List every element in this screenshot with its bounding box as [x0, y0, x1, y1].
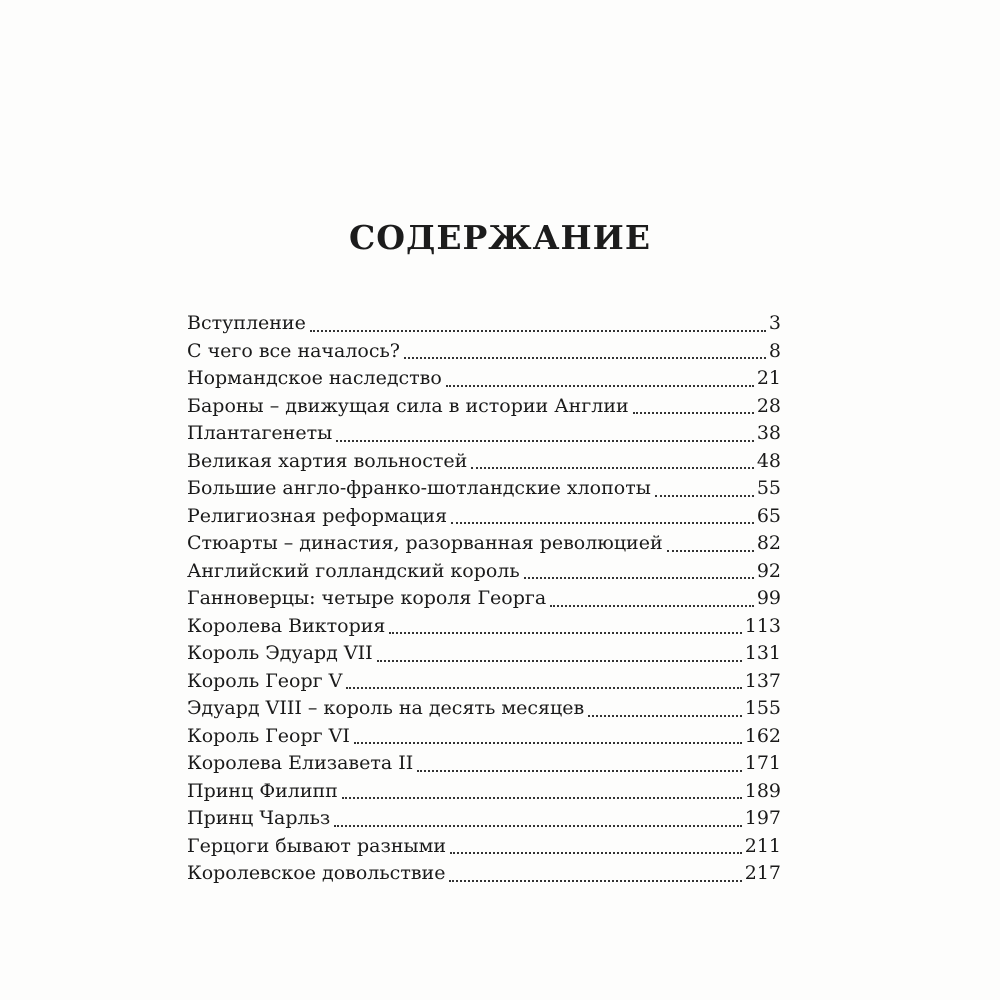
toc-entry-title: Вступление	[187, 312, 306, 334]
toc-entry-title: Принц Чарльз	[187, 807, 331, 829]
toc-entry-title: Принц Филипп	[187, 779, 338, 802]
toc-entry-page-number: 211	[744, 834, 781, 857]
toc-entry	[187, 503, 781, 531]
toc-entry-title: Королева Виктория	[187, 614, 386, 637]
toc-entry-page-number: 171	[744, 752, 781, 774]
toc-entry-page-number: 162	[744, 724, 781, 747]
dot-leader	[346, 687, 741, 689]
toc-entry-page-number: 55	[756, 477, 781, 499]
toc-entry-title: Религиозная реформация	[187, 504, 448, 527]
dot-leader	[451, 522, 754, 524]
toc-entry	[187, 448, 781, 476]
dot-leader	[588, 715, 742, 717]
toc-entry-title: Королевское довольствие	[187, 862, 446, 884]
toc-entry	[187, 860, 781, 888]
dot-leader	[334, 825, 741, 827]
dot-leader	[336, 440, 754, 442]
dot-leader	[450, 852, 742, 854]
toc-entry	[187, 613, 781, 641]
toc-entry	[187, 420, 781, 448]
page-title: СОДЕРЖАНИЕ	[348, 218, 651, 258]
toc-entry-page-number: 131	[744, 642, 781, 664]
toc-entry-page-number: 21	[756, 367, 781, 389]
toc-entry	[187, 640, 781, 668]
dot-leader	[377, 660, 742, 662]
toc-entry-title: Король Эдуард VII	[187, 642, 373, 664]
toc-entry	[187, 695, 781, 723]
toc-entry	[187, 310, 781, 338]
dot-leader	[449, 880, 741, 882]
toc-entry-title: С чего все началось?	[187, 339, 400, 362]
toc-entry	[187, 338, 781, 366]
toc-entry-title: Герцоги бывают разными	[187, 834, 447, 857]
toc-entry-page-number: 38	[756, 422, 781, 444]
toc-entry-title: Бароны – движущая сила в истории Англии	[187, 394, 629, 417]
toc-entry-page-number: 82	[756, 532, 781, 554]
toc-entry	[187, 805, 781, 833]
toc-entry	[187, 668, 781, 696]
table-of-contents	[187, 310, 781, 888]
dot-leader	[354, 742, 742, 744]
toc-entry	[187, 723, 781, 751]
toc-entry-title: Нормандское наследство	[187, 367, 442, 389]
toc-entry-page-number: 8	[768, 339, 781, 362]
toc-entry	[187, 393, 781, 421]
toc-entry	[187, 778, 781, 806]
toc-entry	[187, 365, 781, 393]
toc-entry-title: Большие англо-франко-шотландские хлопоты	[187, 477, 651, 499]
toc-entry-title: Король Георг VI	[187, 724, 350, 747]
toc-entry-title: Король Георг V	[187, 669, 343, 692]
toc-entry	[187, 530, 781, 558]
toc-entry-page-number: 65	[756, 504, 781, 527]
toc-entry-page-number: 197	[744, 807, 781, 829]
toc-entry-title: Плантагенеты	[187, 422, 333, 444]
toc-entry-page-number: 155	[744, 697, 781, 719]
dot-leader	[310, 330, 766, 332]
toc-entry-page-number: 189	[744, 779, 781, 802]
dot-leader	[417, 770, 741, 772]
dot-leader	[655, 495, 754, 497]
toc-entry	[187, 475, 781, 503]
toc-entry-title: Стюарты – династия, разорванная революцией	[187, 532, 663, 554]
toc-entry	[187, 558, 781, 586]
toc-entry-page-number: 28	[756, 394, 781, 417]
toc-entry-title: Эдуард VIII – король на десять месяцев	[187, 697, 585, 719]
toc-entry-title: Ганноверцы: четыре короля Георга	[187, 587, 547, 609]
toc-entry-page-number: 92	[756, 559, 781, 582]
dot-leader	[404, 357, 766, 359]
dot-leader	[667, 550, 754, 552]
dot-leader	[446, 385, 754, 387]
dot-leader	[524, 577, 754, 579]
dot-leader	[389, 632, 741, 634]
dot-leader	[550, 605, 754, 607]
toc-entry-title: Великая хартия вольностей	[187, 449, 468, 472]
toc-entry-page-number: 3	[768, 312, 781, 334]
toc-entry-page-number: 48	[756, 449, 781, 472]
dot-leader	[633, 412, 754, 414]
toc-entry-title: Английский голландский король	[187, 559, 520, 582]
toc-entry-page-number: 217	[744, 862, 781, 884]
toc-entry-page-number: 113	[744, 614, 781, 637]
toc-entry-page-number: 99	[756, 587, 781, 609]
toc-entry	[187, 750, 781, 778]
toc-entry-title: Королева Елизавета II	[187, 752, 414, 774]
toc-entry	[187, 833, 781, 861]
toc-entry-page-number: 137	[744, 669, 781, 692]
dot-leader	[471, 467, 754, 469]
dot-leader	[342, 797, 742, 799]
toc-entry	[187, 585, 781, 613]
